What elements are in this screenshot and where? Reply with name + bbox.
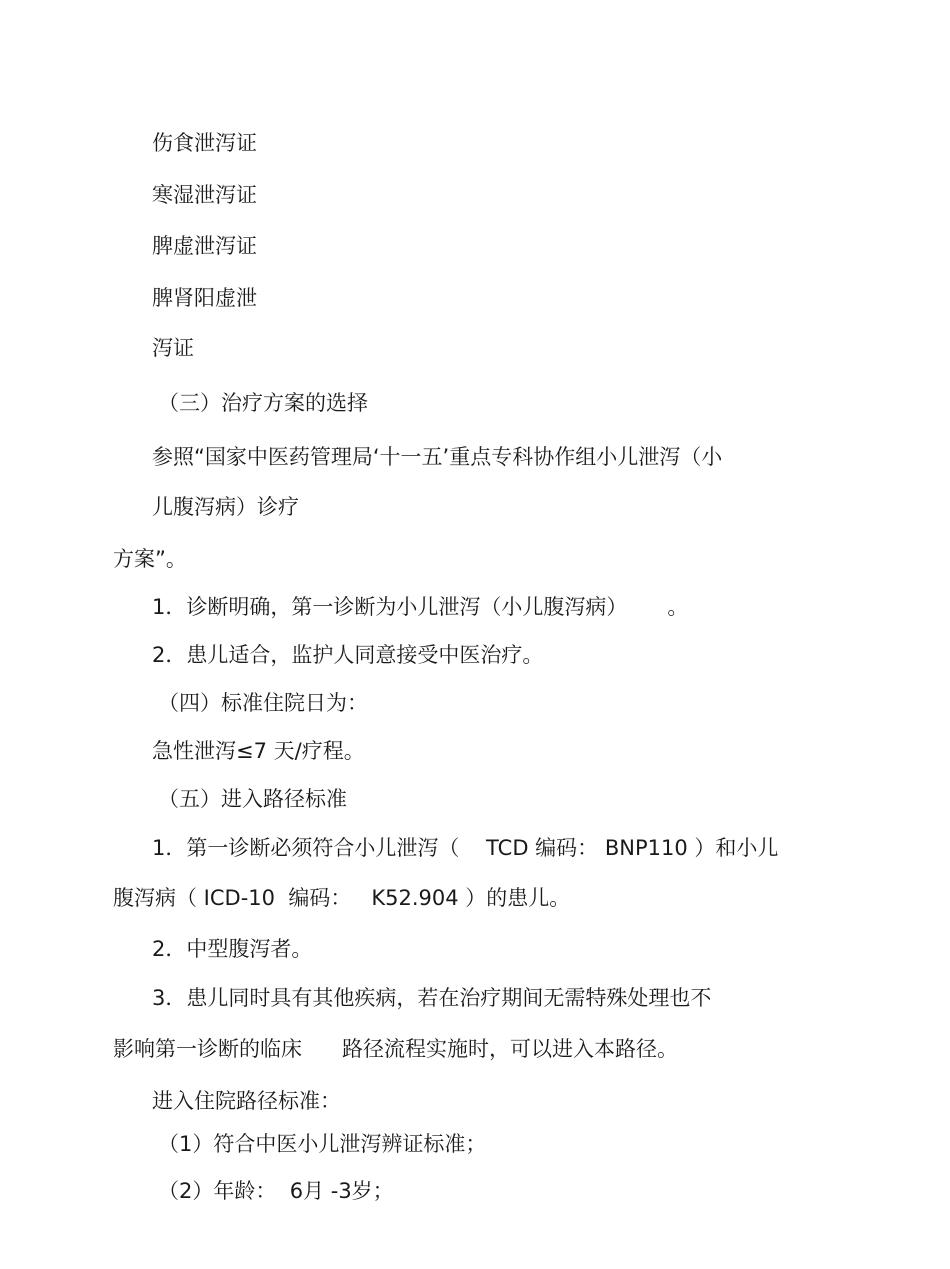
section-heading-treatment: （三）治疗方案的选择 [158, 391, 368, 415]
section-heading-entry-criteria: （五）进入路径标准 [158, 787, 347, 811]
reference-paragraph-line3: 方案”。 [113, 547, 187, 571]
section-heading-hospital-days: （四）标准住院日为： [158, 691, 368, 715]
entry-item-3-line2: 影响第一诊断的临床 路径流程实施时，可以进入本路径。 [113, 1037, 679, 1061]
inpatient-criteria-1: （1）符合中医小儿泄泻辨证标准； [158, 1132, 487, 1156]
syndrome-pishen-line2: 泻证 [152, 336, 194, 360]
treatment-item-2: 2．患儿适合，监护人同意接受中医治疗。 [152, 643, 544, 667]
syndrome-shangshi: 伤食泄泻证 [152, 131, 257, 155]
entry-item-2: 2．中型腹泻者。 [152, 937, 313, 961]
syndrome-pishen-line1: 脾肾阳虚泄 [152, 286, 257, 310]
entry-item-3-line1: 3．患儿同时具有其他疾病，若在治疗期间无需特殊处理也不 [152, 986, 712, 1010]
reference-paragraph-line1: 参照“国家中医药管理局‘十一五’重点专科协作组小儿泄泻（小 [152, 445, 723, 469]
inpatient-criteria-heading: 进入住院路径标准： [152, 1089, 341, 1113]
inpatient-criteria-2: （2）年龄： 6月 -3岁； [158, 1179, 394, 1203]
hospital-days-text: 急性泄泻≤7 天/疗程。 [152, 739, 365, 763]
syndrome-hanshi: 寒湿泄泻证 [152, 183, 257, 207]
reference-paragraph-line2: 儿腹泻病）诊疗 [152, 495, 299, 519]
treatment-item-1: 1．诊断明确，第一诊断为小儿泄泻（小儿腹泻病） 。 [152, 595, 689, 619]
entry-item-1-line2: 腹泻病（ ICD-10 编码： K52.904 ）的患儿。 [113, 886, 571, 910]
syndrome-pixu: 脾虚泄泻证 [152, 234, 257, 258]
entry-item-1-line1: 1．第一诊断必须符合小儿泄泻（ TCD 编码： BNP110 ）和小儿 [152, 836, 779, 860]
